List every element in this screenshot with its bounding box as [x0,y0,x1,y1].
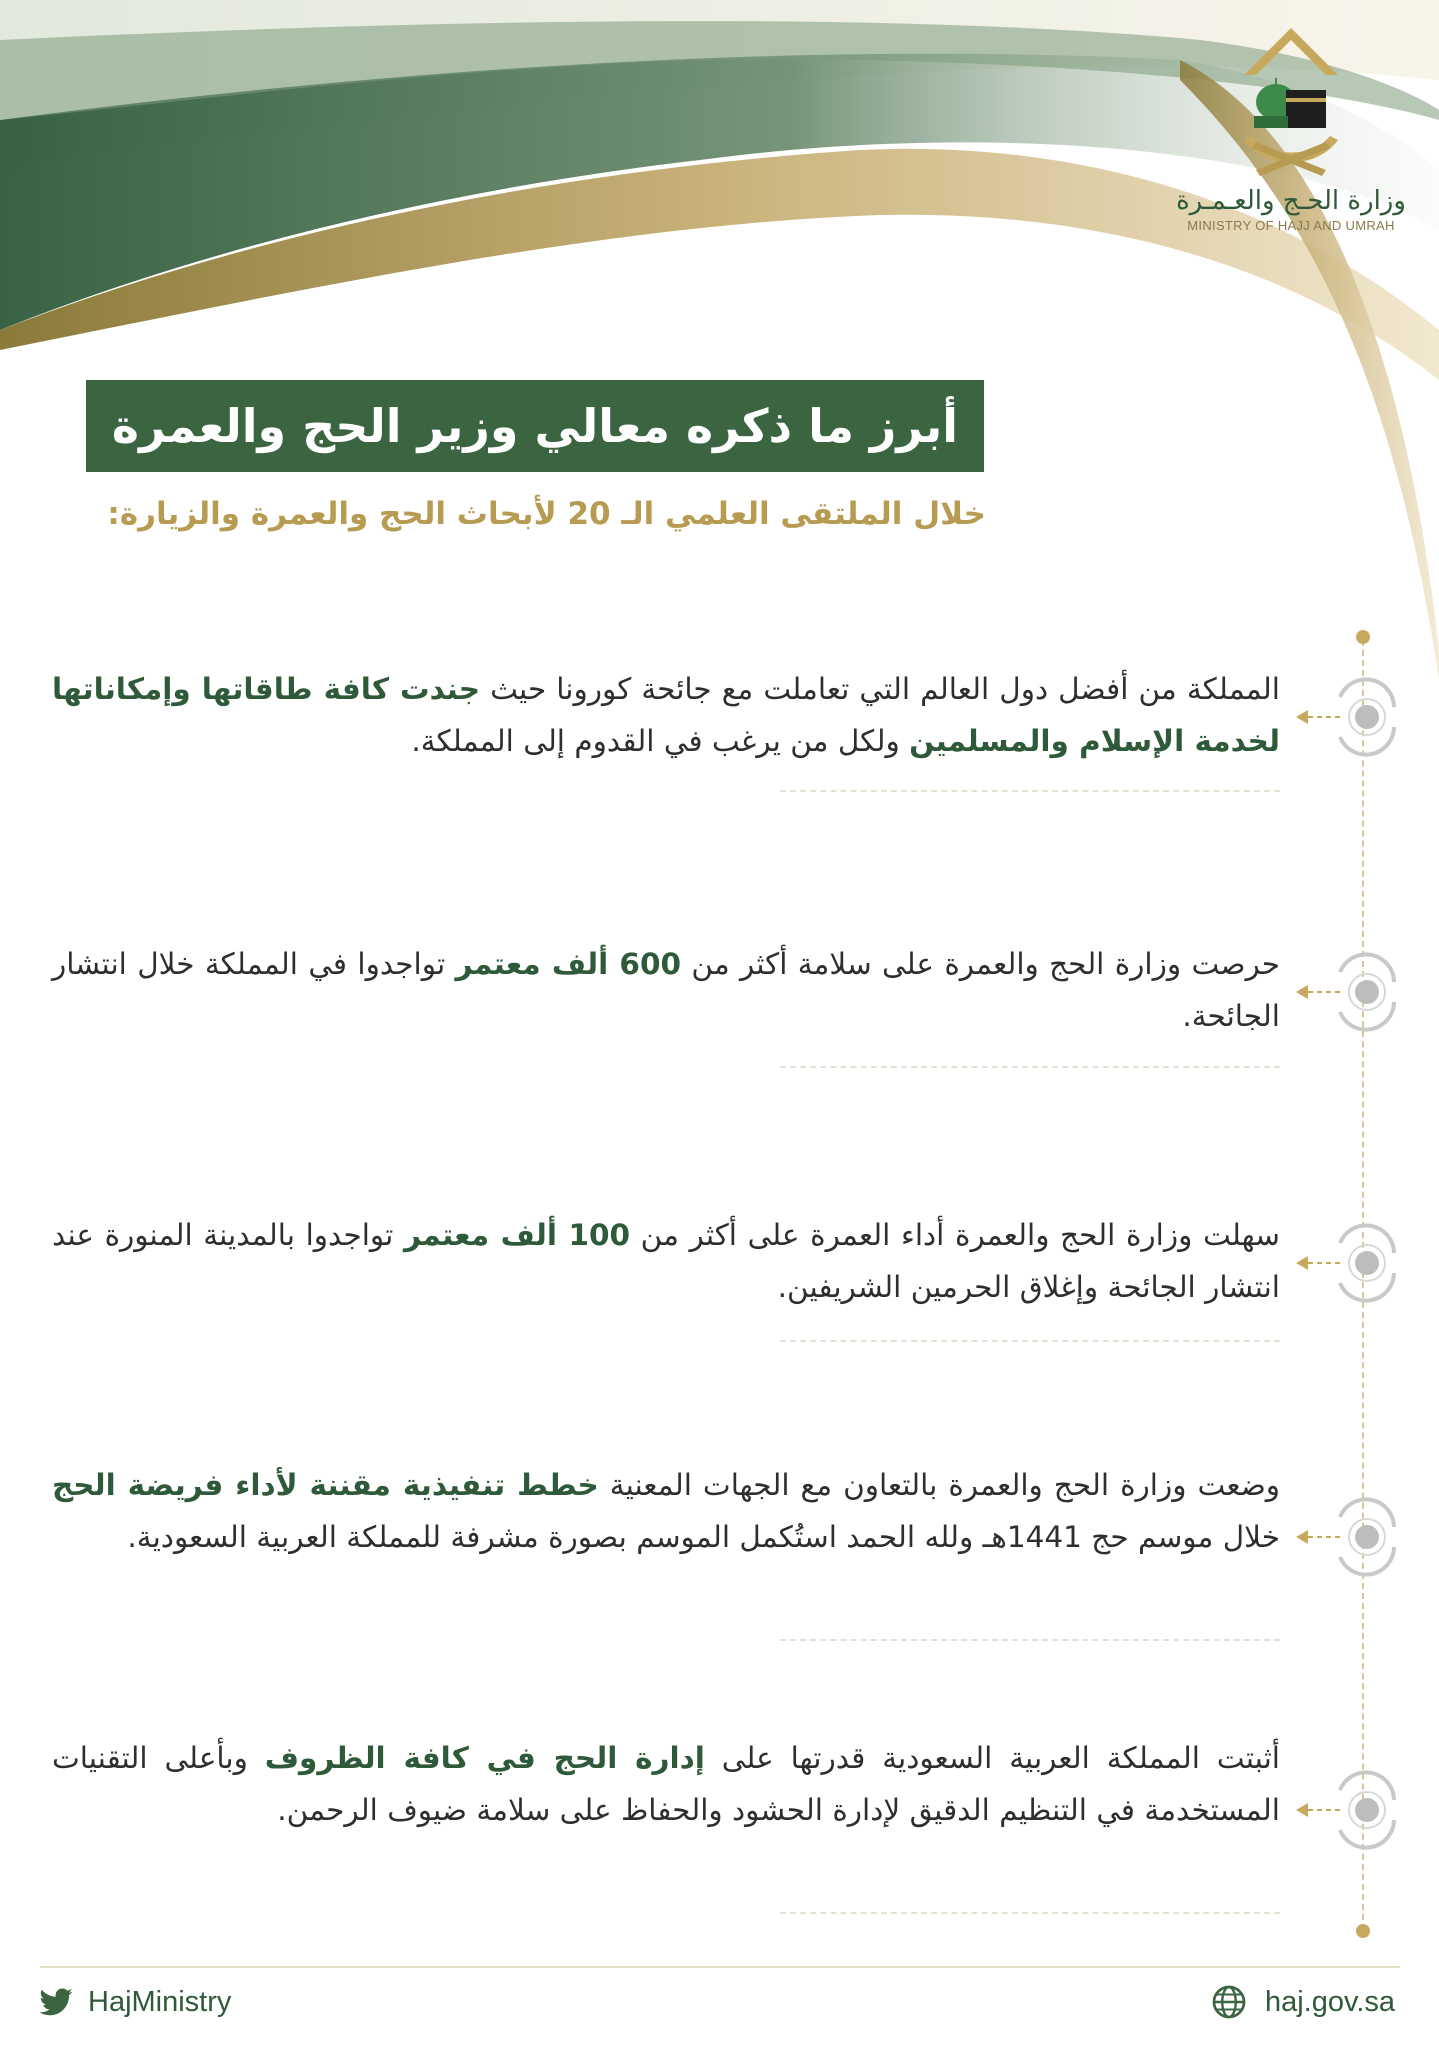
statement-text-2 [52,938,1280,1042]
timeline-node-icon [1296,677,1406,757]
statement-4-highlight: خطط تنفيذية مقننة لأداء فريضة الحج [52,1468,599,1502]
ministry-name-arabic: وزارة الحـج والعـمـرة [1176,186,1406,216]
globe-icon [1211,1984,1247,2020]
statement-5-text-a: أثبتت المملكة العربية السعودية قدرتها على [704,1741,1280,1775]
website-link[interactable] [1211,1984,1395,2020]
statement-text-1 [52,663,1280,767]
title-banner [86,380,984,472]
statement-5-text-c: وبأعلى التقنيات المستخدمة في التنظيم الدقيق لإدارة الحشود والحفاظ على سلامة ضيوف الرحمن. [52,1741,1280,1827]
timeline-node-icon [1296,952,1406,1032]
page-subtitle: خلال الملتقى العلمي الـ 20 لأبحاث الحج والعمرة والزيارة: [107,496,986,532]
statement-1-text-a: المملكة من أفضل دول العالم التي تعاملت مع جائحة كورونا حيث [480,672,1280,706]
timeline-node-2 [1296,952,1406,1032]
divider [780,790,1280,792]
statement-1-highlight: جندت كافة طاقاتها وإمكاناتها لخدمة الإسلام والمسلمين [52,672,1280,758]
divider [780,1639,1280,1641]
timeline-node-5 [1296,1770,1406,1850]
twitter-link[interactable] [38,1984,231,2020]
timeline-node-icon [1296,1770,1406,1850]
timeline-node-1 [1296,677,1406,757]
statement-5-highlight: إدارة الحج في كافة الظروف [264,1741,705,1775]
kaaba-emblem-icon [1226,20,1356,180]
divider [780,1912,1280,1914]
footer-divider [40,1966,1400,1968]
statement-3-text-a: سهلت وزارة الحج والعمرة أداء العمرة على أكثر من [630,1218,1280,1252]
ministry-name-english: MINISTRY OF HAJJ AND UMRAH [1187,218,1395,233]
statement-2-highlight: 600 ألف معتمر [455,947,682,981]
statement-4-text-a: وضعت وزارة الحج والعمرة بالتعاون مع الجهات المعنية [598,1468,1280,1502]
timeline-node-icon [1296,1497,1406,1577]
statement-text-3 [52,1209,1280,1313]
statement-1-text-c: ولكل من يرغب في القدوم إلى المملكة. [411,724,910,758]
twitter-bird-icon [38,1984,74,2020]
statement-text-5 [52,1732,1280,1836]
ministry-logo [1161,20,1421,233]
statement-2-text-c: تواجدوا في المملكة خلال انتشار الجائحة. [52,947,1280,1033]
timeline-node-icon [1296,1223,1406,1303]
statement-3-highlight: 100 ألف معتمر [404,1218,631,1252]
timeline-start-dot [1356,630,1370,644]
page-title: أبرز ما ذكره معالي وزير الحج والعمرة [111,399,959,453]
timeline-end-dot [1356,1924,1370,1938]
twitter-handle: HajMinistry [88,1985,232,2018]
timeline-node-4 [1296,1497,1406,1577]
statement-3-text-c: تواجدوا بالمدينة المنورة عند انتشار الجائحة وإغلاق الحرمين الشريفين. [52,1218,1280,1304]
divider [780,1066,1280,1068]
statement-text-4 [52,1459,1280,1563]
statement-2-text-a: حرصت وزارة الحج والعمرة على سلامة أكثر من [681,947,1280,981]
website-url: haj.gov.sa [1264,1985,1395,2018]
statement-4-text-c: خلال موسم حج 1441هـ ولله الحمد استُكمل الموسم بصورة مشرفة للمملكة العربية السعودية. [127,1520,1280,1554]
divider [780,1340,1280,1342]
timeline-node-3 [1296,1223,1406,1303]
